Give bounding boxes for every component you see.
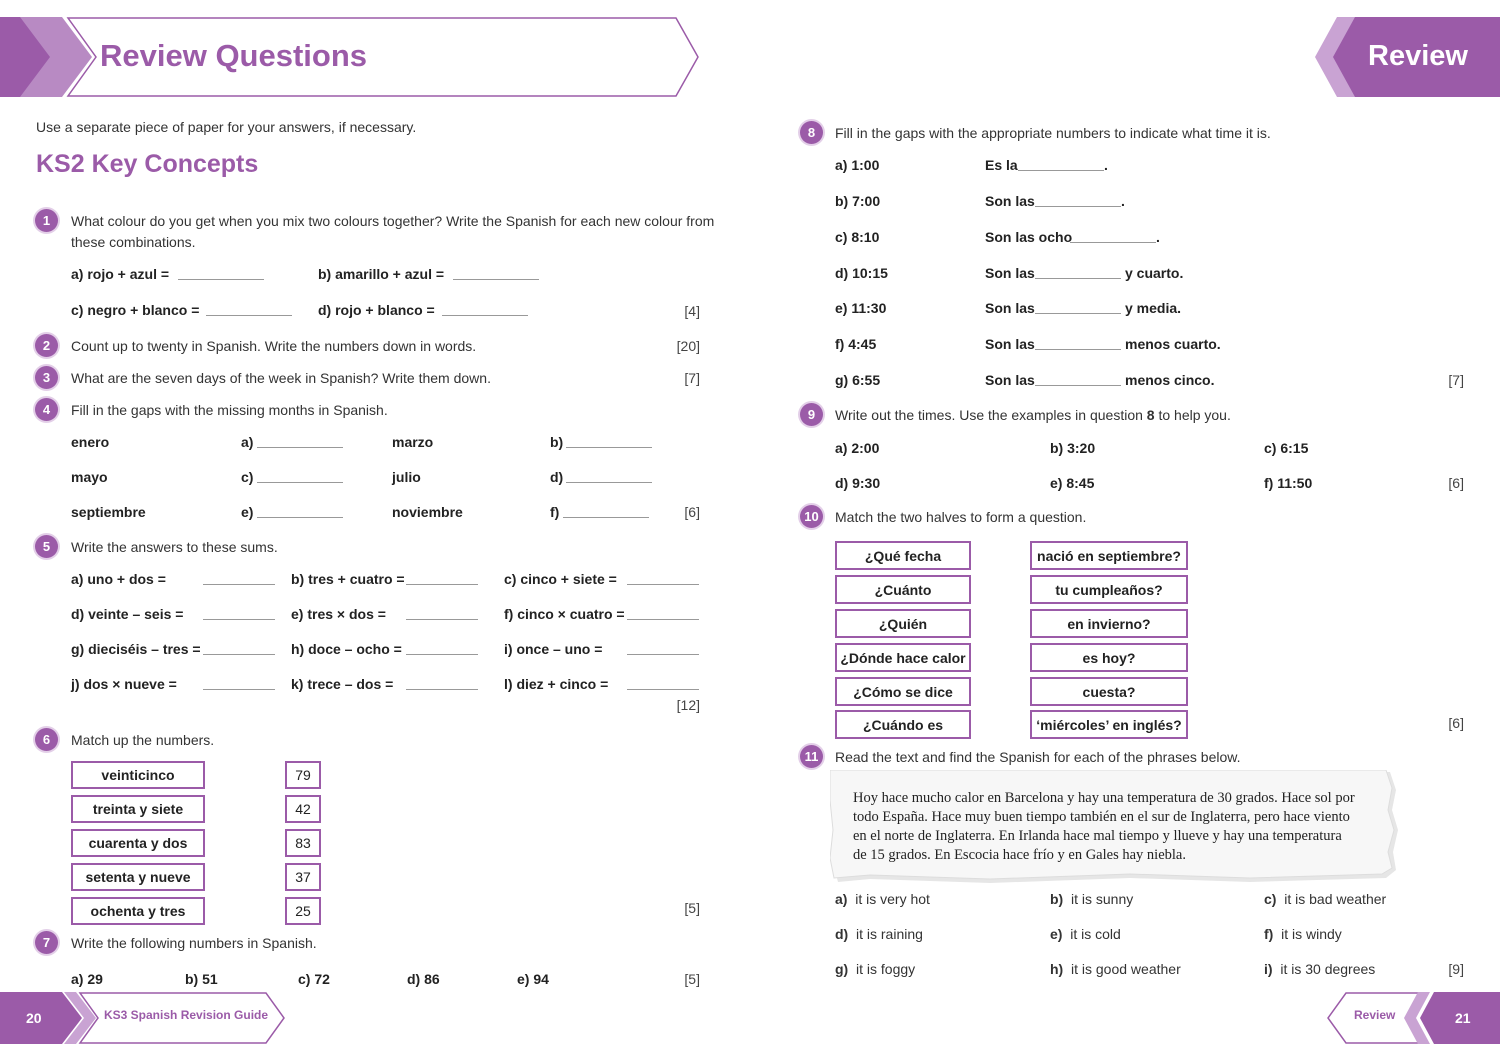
phrase-item: h) it is good weather xyxy=(1050,961,1181,977)
month: septiembre xyxy=(71,504,146,520)
question-text: Read the text and find the Spanish for each of the phrases below. xyxy=(835,749,1241,765)
sub-label: b) xyxy=(550,434,564,450)
question-number: 11 xyxy=(800,745,823,768)
question-number: 1 xyxy=(35,209,58,232)
month: enero xyxy=(71,434,110,450)
month: mayo xyxy=(71,469,108,485)
question-number: 6 xyxy=(35,728,58,751)
answer-blank[interactable] xyxy=(257,517,343,518)
time-item: f) 11:50 xyxy=(1264,475,1313,491)
answer-blank[interactable] xyxy=(627,654,699,655)
marks: [6] xyxy=(1448,715,1464,731)
answer-blank[interactable] xyxy=(178,279,264,280)
marks: [7] xyxy=(1448,372,1464,388)
footer-banner-right xyxy=(1326,992,1500,1045)
phrase-item: a) it is very hot xyxy=(835,891,930,907)
footer-title-left: KS3 Spanish Revision Guide xyxy=(104,1008,269,1022)
answer-blank[interactable] xyxy=(406,654,478,655)
answer-blank[interactable] xyxy=(453,279,539,280)
time-ending: . xyxy=(1156,229,1160,245)
number-box[interactable]: 37 xyxy=(285,863,321,891)
sum-item: f) cinco × cuatro = xyxy=(504,606,625,622)
question-text: Write the answers to these sums. xyxy=(71,539,278,555)
time-ending: menos cinco. xyxy=(1125,372,1215,388)
time-phrase: Es la xyxy=(985,157,1018,173)
sum-item: k) trece – dos = xyxy=(291,676,394,692)
question-text: Count up to twenty in Spanish. Write the numbers down in words. xyxy=(71,338,477,354)
question-number: 3 xyxy=(35,366,58,389)
word-box[interactable]: ochenta y tres xyxy=(71,897,205,925)
sum-item: j) dos × nueve = xyxy=(71,676,177,692)
sub-item: d) 86 xyxy=(407,971,440,987)
passage-line: en el norte de Inglaterra. En Irlanda hace mal tiempo y llueve y hay una temperatura xyxy=(853,828,1342,844)
question-start-box[interactable]: ¿Cómo se dice xyxy=(835,677,971,706)
question-end-box[interactable]: cuesta? xyxy=(1030,677,1188,706)
phrase-item: e) it is cold xyxy=(1050,926,1121,942)
question-end-box[interactable]: ‘miércoles’ en inglés? xyxy=(1030,710,1188,739)
time-ending: . xyxy=(1121,193,1125,209)
question-number: 4 xyxy=(35,398,58,421)
answer-blank[interactable] xyxy=(406,619,478,620)
time-phrase: Son las xyxy=(985,265,1035,281)
sum-item: e) tres × dos = xyxy=(291,606,386,622)
month: julio xyxy=(392,469,421,485)
question-text: Match up the numbers. xyxy=(71,732,215,748)
question-text: these combinations. xyxy=(71,234,196,250)
marks: [4] xyxy=(684,303,700,319)
answer-blank[interactable] xyxy=(566,482,652,483)
question-start-box[interactable]: ¿Qué fecha xyxy=(835,541,971,570)
answer-blank[interactable] xyxy=(257,482,343,483)
phrase-item: b) it is sunny xyxy=(1050,891,1134,907)
passage-line: Hoy hace mucho calor en Barcelona y hay una temperatura de 30 grados. Hace sol por xyxy=(853,790,1355,806)
question-text: Write the following numbers in Spanish. xyxy=(71,935,317,951)
time-phrase: Son las xyxy=(985,300,1035,316)
sub-item: b) amarillo + azul = xyxy=(318,266,445,282)
question-number: 10 xyxy=(800,505,823,528)
question-end-box[interactable]: es hoy? xyxy=(1030,643,1188,672)
answer-blank[interactable] xyxy=(1070,242,1156,243)
section-title: KS2 Key Concepts xyxy=(36,150,259,178)
question-start-box[interactable]: ¿Cuánto xyxy=(835,575,971,604)
phrase-item: c) it is bad weather xyxy=(1264,891,1387,907)
question-end-box[interactable]: en invierno? xyxy=(1030,609,1188,638)
sub-label: c) xyxy=(241,469,254,485)
time-item: c) 8:10 xyxy=(835,229,880,245)
sum-item: l) diez + cinco = xyxy=(504,676,609,692)
sum-item: b) tres + cuatro = xyxy=(291,571,405,587)
number-box[interactable]: 79 xyxy=(285,761,321,789)
question-number: 9 xyxy=(800,403,823,426)
answer-blank[interactable] xyxy=(566,447,652,448)
answer-blank[interactable] xyxy=(1035,313,1121,314)
answer-blank[interactable] xyxy=(406,584,478,585)
sub-label: f) xyxy=(550,504,560,520)
marks: [6] xyxy=(1448,475,1464,491)
time-ending: y cuarto. xyxy=(1125,265,1184,281)
answer-blank[interactable] xyxy=(257,447,343,448)
sub-label: a) xyxy=(241,434,254,450)
marks: [7] xyxy=(684,370,700,386)
sub-label: d) xyxy=(550,469,564,485)
answer-blank[interactable] xyxy=(1018,170,1104,171)
question-number: 8 xyxy=(800,121,823,144)
time-item: e) 8:45 xyxy=(1050,475,1095,491)
question-start-box[interactable]: ¿Cuándo es xyxy=(835,710,971,739)
time-item: c) 6:15 xyxy=(1264,440,1309,456)
time-phrase: Son las xyxy=(985,193,1035,209)
question-text: Match the two halves to form a question. xyxy=(835,509,1087,525)
marks: [9] xyxy=(1448,961,1464,977)
answer-blank[interactable] xyxy=(627,619,699,620)
answer-blank[interactable] xyxy=(206,315,292,316)
answer-blank[interactable] xyxy=(406,689,478,690)
sub-item: d) rojo + blanco = xyxy=(318,302,435,318)
time-item: g) 6:55 xyxy=(835,372,881,388)
question-start-box[interactable]: ¿Dónde hace calor xyxy=(835,643,971,672)
marks: [5] xyxy=(684,971,700,987)
sum-item: i) once – uno = xyxy=(504,641,603,657)
intro-text: Use a separate piece of paper for your answers, if necessary. xyxy=(36,119,417,135)
sub-item: c) negro + blanco = xyxy=(71,302,200,318)
reading-passage xyxy=(853,789,1355,865)
question-text: What are the seven days of the week in Spanish? Write them down. xyxy=(71,370,491,386)
page-number-right: 21 xyxy=(1455,1010,1471,1026)
page-title: Review Questions xyxy=(100,38,368,73)
question-end-box[interactable]: tu cumpleaños? xyxy=(1030,575,1188,604)
time-item: e) 11:30 xyxy=(835,300,887,316)
number-box[interactable]: 25 xyxy=(285,897,321,925)
phrase-item: i) it is 30 degrees xyxy=(1264,961,1376,977)
time-phrase: Son las ocho xyxy=(985,229,1073,245)
time-ending: . xyxy=(1104,157,1108,173)
question-number: 5 xyxy=(35,535,58,558)
marks: [5] xyxy=(684,900,700,916)
number-box[interactable]: 83 xyxy=(285,829,321,857)
phrase-item: g) it is foggy xyxy=(835,961,916,977)
word-box[interactable]: cuarenta y dos xyxy=(71,829,205,857)
answer-blank[interactable] xyxy=(203,689,275,690)
passage-line: todo España. Hace muy buen tiempo también en el sur de Inglaterra, pero hace viento xyxy=(853,809,1350,825)
number-box[interactable]: 42 xyxy=(285,795,321,823)
time-item: f) 4:45 xyxy=(835,336,877,352)
sum-item: h) doce – ocho = xyxy=(291,641,402,657)
phrase-item: d) it is raining xyxy=(835,926,923,942)
sub-label: e) xyxy=(241,504,254,520)
sub-item: c) 72 xyxy=(298,971,330,987)
time-item: a) 1:00 xyxy=(835,157,880,173)
question-number: 2 xyxy=(35,334,58,357)
answer-blank[interactable] xyxy=(1035,385,1121,386)
passage-line: de 15 grados. En Escocia hace frío y en Gales hay niebla. xyxy=(853,847,1186,863)
word-box[interactable]: setenta y nueve xyxy=(71,863,205,891)
page-number-left: 20 xyxy=(26,1010,42,1026)
sum-item: c) cinco + siete = xyxy=(504,571,617,587)
time-item: b) 3:20 xyxy=(1050,440,1096,456)
sub-item: b) 51 xyxy=(185,971,218,987)
marks: [20] xyxy=(676,338,700,354)
time-item: d) 9:30 xyxy=(835,475,881,491)
answer-blank[interactable] xyxy=(1035,349,1121,350)
question-end-box[interactable]: nació en septiembre? xyxy=(1030,541,1188,570)
month: noviembre xyxy=(392,504,463,520)
footer-title-right: Review xyxy=(1354,1008,1396,1022)
answer-blank[interactable] xyxy=(442,315,528,316)
question-text: What colour do you get when you mix two colours together? Write the Spanish for each new colour from xyxy=(71,213,715,229)
marks: [6] xyxy=(684,504,700,520)
word-box[interactable]: treinta y siete xyxy=(71,795,205,823)
answer-blank[interactable] xyxy=(563,517,649,518)
time-item: d) 10:15 xyxy=(835,265,888,281)
time-item: a) 2:00 xyxy=(835,440,880,456)
answer-blank[interactable] xyxy=(627,584,699,585)
phrase-item: f) it is windy xyxy=(1264,926,1342,942)
answer-blank[interactable] xyxy=(1035,278,1121,279)
word-box[interactable]: veinticinco xyxy=(71,761,205,789)
sub-item: a) rojo + azul = xyxy=(71,266,170,282)
answer-blank[interactable] xyxy=(1035,206,1121,207)
answer-blank[interactable] xyxy=(203,619,275,620)
sum-item: g) dieciséis – tres = xyxy=(71,641,201,657)
sum-item: d) veinte – seis = xyxy=(71,606,184,622)
review-title: Review xyxy=(1368,40,1468,72)
question-text: Fill in the gaps with the appropriate numbers to indicate what time it is. xyxy=(835,125,1271,141)
time-ending: y media. xyxy=(1125,300,1182,316)
answer-blank[interactable] xyxy=(203,584,275,585)
answer-blank[interactable] xyxy=(627,689,699,690)
time-item: b) 7:00 xyxy=(835,193,881,209)
question-text: Fill in the gaps with the missing months in Spanish. xyxy=(71,402,388,418)
sub-item: a) 29 xyxy=(71,971,103,987)
sum-item: a) uno + dos = xyxy=(71,571,166,587)
answer-blank[interactable] xyxy=(203,654,275,655)
time-ending: menos cuarto. xyxy=(1125,336,1221,352)
sub-item: e) 94 xyxy=(517,971,549,987)
question-number: 7 xyxy=(35,931,58,954)
marks: [12] xyxy=(676,697,700,713)
question-text: Write out the times. Use the examples in question 8 to help you. xyxy=(835,407,1231,423)
time-phrase: Son las xyxy=(985,336,1035,352)
question-start-box[interactable]: ¿Quién xyxy=(835,609,971,638)
time-phrase: Son las xyxy=(985,372,1035,388)
month: marzo xyxy=(392,434,434,450)
